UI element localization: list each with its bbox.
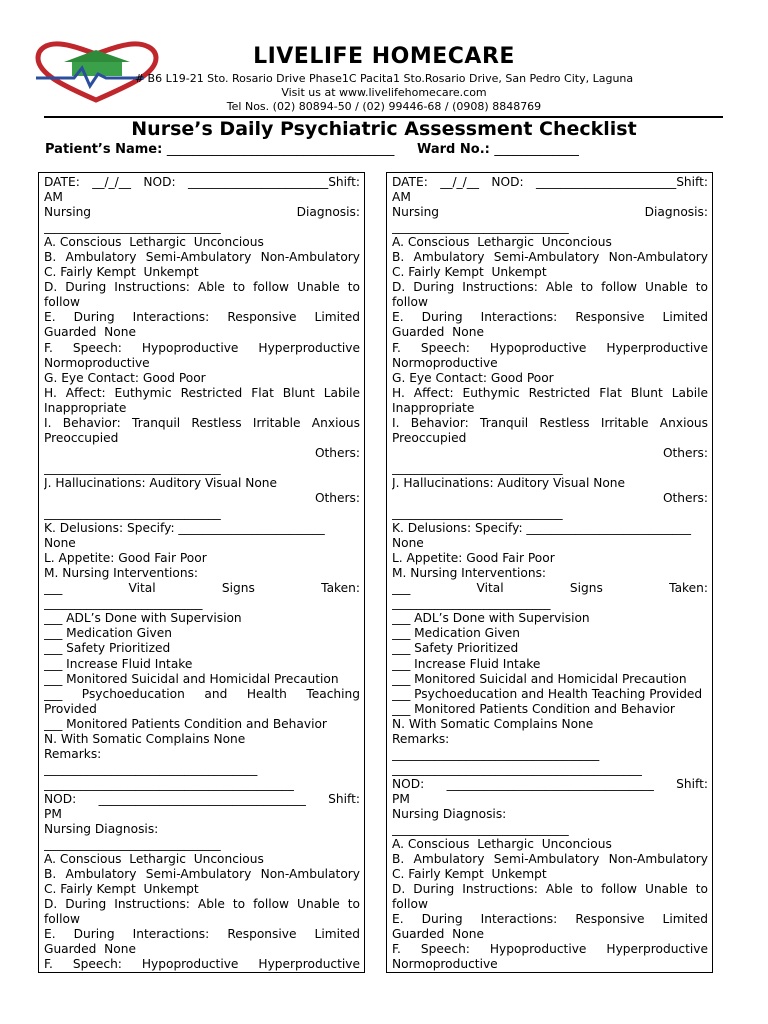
checklist-line: I. Behavior: Tranquil Restless Irritable Anxious <box>44 415 360 430</box>
checklist-line: Inappropriate <box>392 400 475 415</box>
ward-no-label: Ward No.: <box>417 142 490 157</box>
checklist-line: Normoproductive <box>392 957 498 972</box>
patient-name-field[interactable]: ___________________________________ <box>166 142 395 157</box>
checklist-line: DATE: __/_/__ NOD: _______________________Shift: <box>392 175 708 189</box>
checklist-line: Remarks: <box>392 731 450 746</box>
checklist-line: ___ Increase Fluid Intake <box>392 656 541 671</box>
ward-no-field[interactable]: _____________ <box>494 142 579 157</box>
checklist-line: _____________________________ <box>44 506 221 521</box>
checklist-line: follow <box>44 295 80 310</box>
checklist-line: None <box>392 536 424 551</box>
checklist-line: _____________________________ <box>392 220 569 235</box>
company-phones: Tel Nos. (02) 80894-50 / (02) 99446-68 / (0908) 8848769 <box>226 100 542 113</box>
checklist-line: D. During Instructions: Able to follow Unable to <box>44 897 360 912</box>
checklist-line: ___ Monitored Suicidal and Homicidal Precaution <box>392 671 687 686</box>
checklist-line: Guarded None <box>392 927 484 942</box>
checklist-line: N. With Somatic Complains None <box>44 731 246 746</box>
checklist-line: G. Eye Contact: Good Poor <box>392 370 554 385</box>
patient-info-line <box>45 142 579 157</box>
checklist-line: ___ Safety Prioritized <box>44 641 171 656</box>
checklist-line: ___ Medication Given <box>392 626 520 641</box>
checklist-line: _________________________________________ <box>392 761 642 776</box>
checklist-line: E. During Interactions: Responsive Limited <box>44 927 360 942</box>
checklist-line: Guarded None <box>44 325 136 340</box>
company-name: LIVELIFE HOMECARE <box>253 44 515 69</box>
checklist-line: Nursing Diagnosis: <box>44 205 360 220</box>
checklist-line: C. Fairly Kempt Unkempt <box>392 265 547 280</box>
checklist-line: ___ Psychoeducation and Health Teaching <box>44 686 360 701</box>
checklist-line: Guarded None <box>44 942 136 957</box>
checklist-line: D. During Instructions: Able to follow Unable to <box>392 280 708 295</box>
checklist-line: ___ Monitored Suicidal and Homicidal Precaution <box>44 671 339 686</box>
checklist-line: C. Fairly Kempt Unkempt <box>44 882 199 897</box>
assessment-column-left <box>38 172 365 973</box>
checklist-line: None <box>44 536 76 551</box>
checklist-line: follow <box>44 912 80 927</box>
checklist-line: Provided <box>44 701 97 716</box>
checklist-line: ____________________________ <box>392 460 563 475</box>
checklist-line: Preoccupied <box>392 430 467 445</box>
checklist-line: A. Conscious Lethargic Unconcious <box>392 235 612 250</box>
checklist-line: B. Ambulatory Semi-Ambulatory Non-Ambulatory <box>44 867 360 882</box>
form-title: Nurse’s Daily Psychiatric Assessment Checklist <box>131 118 637 140</box>
checklist-line: B. Ambulatory Semi-Ambulatory Non-Ambulatory <box>44 250 360 265</box>
checklist-line: M. Nursing Interventions: <box>44 566 199 581</box>
patient-name-label: Patient’s Name: <box>45 142 163 157</box>
checklist-line: A. Conscious Lethargic Unconcious <box>392 837 612 852</box>
checklist-line: PM <box>44 806 62 821</box>
checklist-line: _____________________________ <box>392 822 569 837</box>
checklist-line: K. Delusions: Specify: ________________________ <box>44 521 325 536</box>
assessment-column-right <box>386 172 713 973</box>
checklist-line: __________________________ <box>392 596 551 611</box>
checklist-line: B. Ambulatory Semi-Ambulatory Non-Ambulatory <box>392 852 708 867</box>
checklist-line: AM <box>44 190 63 205</box>
checklist-line: E. During Interactions: Responsive Limited <box>392 310 708 325</box>
checklist-line: L. Appetite: Good Fair Poor <box>44 551 207 566</box>
checklist-line: Nursing Diagnosis: <box>44 822 159 837</box>
checklist-line: K. Delusions: Specify: ___________________________ <box>392 521 691 536</box>
checklist-line: follow <box>392 897 428 912</box>
checklist-line: __________________________________ <box>392 746 600 761</box>
checklist-line: Preoccupied <box>44 430 119 445</box>
checklist-line: DATE: __/_/__ NOD: _______________________Shift: <box>44 175 360 189</box>
checklist-line: Remarks: <box>44 746 102 761</box>
checklist-line: ___ Monitored Patients Condition and Behavior <box>392 701 675 716</box>
checklist-line: G. Eye Contact: Good Poor <box>44 370 206 385</box>
checklist-line: Normoproductive <box>392 355 498 370</box>
checklist-line: AM <box>392 190 411 205</box>
checklist-line: _________________________________________ <box>44 776 294 791</box>
checklist-line: A. Conscious Lethargic Unconcious <box>44 852 264 867</box>
checklist-line: _____________________________ <box>44 460 221 475</box>
checklist-line: ___ Safety Prioritized <box>392 641 519 656</box>
checklist-line: _____________________________ <box>44 220 221 235</box>
checklist-line: Inappropriate <box>44 400 127 415</box>
checklist-line: Nursing Diagnosis: <box>392 806 507 821</box>
checklist-line: I. Behavior: Tranquil Restless Irritable Anxious <box>392 415 708 430</box>
checklist-line: follow <box>392 295 428 310</box>
checklist-line: L. Appetite: Good Fair Poor <box>392 551 555 566</box>
checklist-line: C. Fairly Kempt Unkempt <box>44 265 199 280</box>
checklist-line: __________________________ <box>44 596 203 611</box>
checklist-line: Normoproductive <box>44 355 150 370</box>
checklist-line: M. Nursing Interventions: <box>392 566 547 581</box>
checklist-line: ___ ADL’s Done with Supervision <box>392 611 590 626</box>
checklist-line: F. Speech: Hypoproductive Hyperproductive <box>44 340 360 355</box>
checklist-line: C. Fairly Kempt Unkempt <box>392 867 547 882</box>
checklist-line: NOD: __________________________________ Shift: <box>44 791 360 806</box>
company-website: Visit us at www.livelifehomecare.com <box>281 86 487 99</box>
checklist-line: PM <box>392 791 410 806</box>
checklist-line: ___ Medication Given <box>44 626 172 641</box>
checklist-line: NOD: __________________________________ Shift: <box>392 776 708 791</box>
checklist-line: ___ Psychoeducation and Health Teaching Provided <box>392 686 703 701</box>
checklist-line: ____________________________ <box>392 506 563 521</box>
checklist-line: ___________________________________ <box>44 761 258 776</box>
checklist-line: ___ Monitored Patients Condition and Behavior <box>44 716 327 731</box>
checklist-line: Others: <box>314 445 360 460</box>
checklist-line: Guarded None <box>392 325 484 340</box>
checklist-line: H. Affect: Euthymic Restricted Flat Blunt Labile <box>392 385 708 400</box>
company-contact <box>0 72 768 114</box>
checklist-line: F. Speech: Hypoproductive Hyperproductive <box>392 340 708 355</box>
checklist-line: Others: <box>662 445 708 460</box>
checklist-line: A. Conscious Lethargic Unconcious <box>44 235 264 250</box>
checklist-line: ___ Vital Signs Taken: <box>44 581 360 596</box>
checklist-line: F. Speech: Hypoproductive Hyperproductive <box>392 942 708 957</box>
checklist-line: Others: <box>662 490 708 505</box>
checklist-line: ___ Vital Signs Taken: <box>392 581 708 596</box>
checklist-line: E. During Interactions: Responsive Limited <box>392 912 708 927</box>
checklist-line: N. With Somatic Complains None <box>392 716 594 731</box>
checklist-line: E. During Interactions: Responsive Limited <box>44 310 360 325</box>
checklist-line: ___ Increase Fluid Intake <box>44 656 193 671</box>
checklist-line: F. Speech: Hypoproductive Hyperproductive <box>44 957 360 972</box>
company-address: # B6 L19-21 Sto. Rosario Drive Phase1C Pacita1 Sto.Rosario Drive, San Pedro City, Laguna <box>134 72 634 85</box>
checklist-line: Nursing Diagnosis: <box>392 205 708 220</box>
checklist-line: D. During Instructions: Able to follow Unable to <box>392 882 708 897</box>
checklist-line: H. Affect: Euthymic Restricted Flat Blunt Labile <box>44 385 360 400</box>
checklist-line: D. During Instructions: Able to follow Unable to <box>44 280 360 295</box>
checklist-line: B. Ambulatory Semi-Ambulatory Non-Ambulatory <box>392 250 708 265</box>
checklist-line: J. Hallucinations: Auditory Visual None <box>392 475 625 490</box>
checklist-line: ___ ADL’s Done with Supervision <box>44 611 242 626</box>
checklist-line: _____________________________ <box>44 837 221 852</box>
checklist-line: Others: <box>314 490 360 505</box>
checklist-line: J. Hallucinations: Auditory Visual None <box>44 475 277 490</box>
